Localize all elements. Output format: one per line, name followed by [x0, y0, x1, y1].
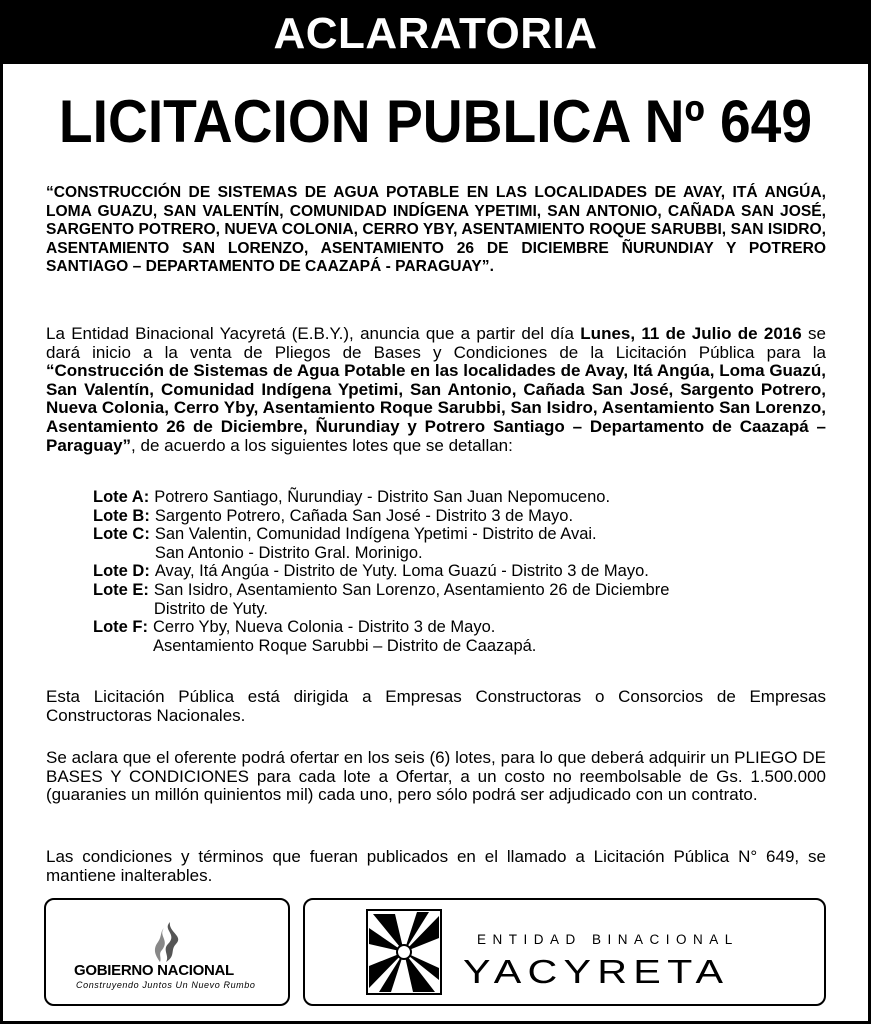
- list-item: [93, 507, 793, 526]
- lote-text: Potrero Santiago, Ñurundiay - Distrito San Juan Nepomuceno.: [154, 488, 611, 506]
- conditions-paragraph: Las condiciones y términos que fueran publicados en el llamado a Licitación Pública N° 649, se mantiene inalterables.: [46, 847, 826, 885]
- gobierno-name: GOBIERNO NACIONAL: [74, 962, 234, 979]
- yacyreta-subtitle: ENTIDAD BINACIONAL: [477, 932, 739, 947]
- yacyreta-name: YACYRETA: [463, 953, 730, 990]
- eligibility-paragraph: Esta Licitación Pública está dirigida a Empresas Constructoras o Consorcios de Empresas Constructoras Nacionales.: [46, 687, 826, 725]
- yacyreta-logo: [303, 898, 826, 1006]
- lote-label: Lote A:: [93, 488, 150, 506]
- clarification-paragraph: Se aclara que el oferente podrá ofertar en los seis (6) lotes, para lo que deberá adquirir un PLIEGO DE BASES Y CONDICIONES para cada lote a Ofertar, a un costo no reembolsable de Gs. 1.500.000 (guaranies un millón quinientos mil) cada uno, pero sólo podrá ser adjudicado con un contrato.: [46, 748, 826, 805]
- flame-emblem-icon: [148, 920, 188, 964]
- banner-heading: ACLARATORIA: [0, 0, 871, 64]
- page-title: LICITACION PUBLICA Nº 649: [58, 88, 813, 155]
- list-item: [93, 488, 793, 507]
- list-item: [93, 562, 793, 581]
- lote-label: Lote C:: [93, 525, 150, 544]
- gobierno-slogan: Construyendo Juntos Un Nuevo Rumbo: [76, 980, 256, 990]
- lote-text: San Isidro, Asentamiento San Lorenzo, Asentamiento 26 de Diciembre Distrito de Yuty.: [153, 580, 670, 618]
- lote-text: Cerro Yby, Nueva Colonia - Distrito 3 de Mayo. Asentamiento Roque Sarubbi – Distrito de Caazapá.: [153, 618, 537, 655]
- announcement-intro: La Entidad Binacional Yacyretá (E.B.Y.), anuncia que a partir del día: [46, 324, 581, 343]
- gobierno-nacional-logo: [44, 898, 290, 1006]
- announcement-middle: se dará inicio a la venta de Pliegos de Bases y Condiciones de la Licitación Pública para la: [46, 324, 826, 362]
- project-title: “CONSTRUCCIÓN DE SISTEMAS DE AGUA POTABLE EN LAS LOCALIDADES DE AVAY, ITÁ ANGÚA, LOMA GUAZU, SAN VALENTÍN, COMUNIDAD INDÍGENA YPETIMI, SAN ANTONIO, CAÑADA SAN JOSÉ, SARGENTO POTRERO, NUEVA COLONIA, CERRO YBY, ASENTAMIENTO ROQUE SARUBBI, SAN ISIDRO, ASENTAMIENTO SAN LORENZO, ASENTAMIENTO 26 DE DICIEMBRE ÑURUNDIAY Y POTRERO SANTIAGO – DEPARTAMENTO DE CAAZAPÁ - PARAGUAY”.: [46, 184, 826, 276]
- announcement-project: “Construcción de Sistemas de Agua Potable en las localidades de Avay, Itá Angúa, Loma Guazú, San Valentín, Comunidad Indígena Ypetimi, San Antonio, Cañada San José, Sargento Potrero, Nueva Colonia, Cerro Yby, Asentamiento Roque Sarubbi, San Isidro, Asentamiento San Lorenzo, Asentamiento 26 de Diciembre, Ñurundiay y Potrero Santiago – Departamento de Caazapá – Paraguay”: [46, 361, 826, 455]
- lote-text: Avay, Itá Angúa - Distrito de Yuty. Loma Guazú - Distrito 3 de Mayo.: [154, 562, 649, 581]
- announcement-end: , de acuerdo a los siguientes lotes que se detallan:: [131, 435, 513, 455]
- lote-label: Lote F:: [93, 618, 148, 637]
- list-item: [93, 525, 793, 562]
- list-item: [93, 618, 793, 655]
- spiral-emblem-icon: [365, 908, 443, 996]
- lote-text: Sargento Potrero, Cañada San José - Distrito 3 de Mayo.: [154, 506, 574, 525]
- announcement-date: Lunes, 11 de Julio de 2016: [580, 324, 802, 343]
- list-item: [93, 581, 793, 618]
- lote-label: Lote E:: [93, 580, 149, 599]
- lote-text: San Valentin, Comunidad Indígena Ypetimi - Distrito de Avai. San Antonio - Distrito Gral. Morinigo.: [154, 525, 597, 562]
- lote-label: Lote B:: [93, 506, 150, 525]
- lotes-list: [93, 488, 793, 655]
- lote-label: Lote D:: [93, 562, 150, 581]
- announcement-paragraph: [46, 325, 826, 455]
